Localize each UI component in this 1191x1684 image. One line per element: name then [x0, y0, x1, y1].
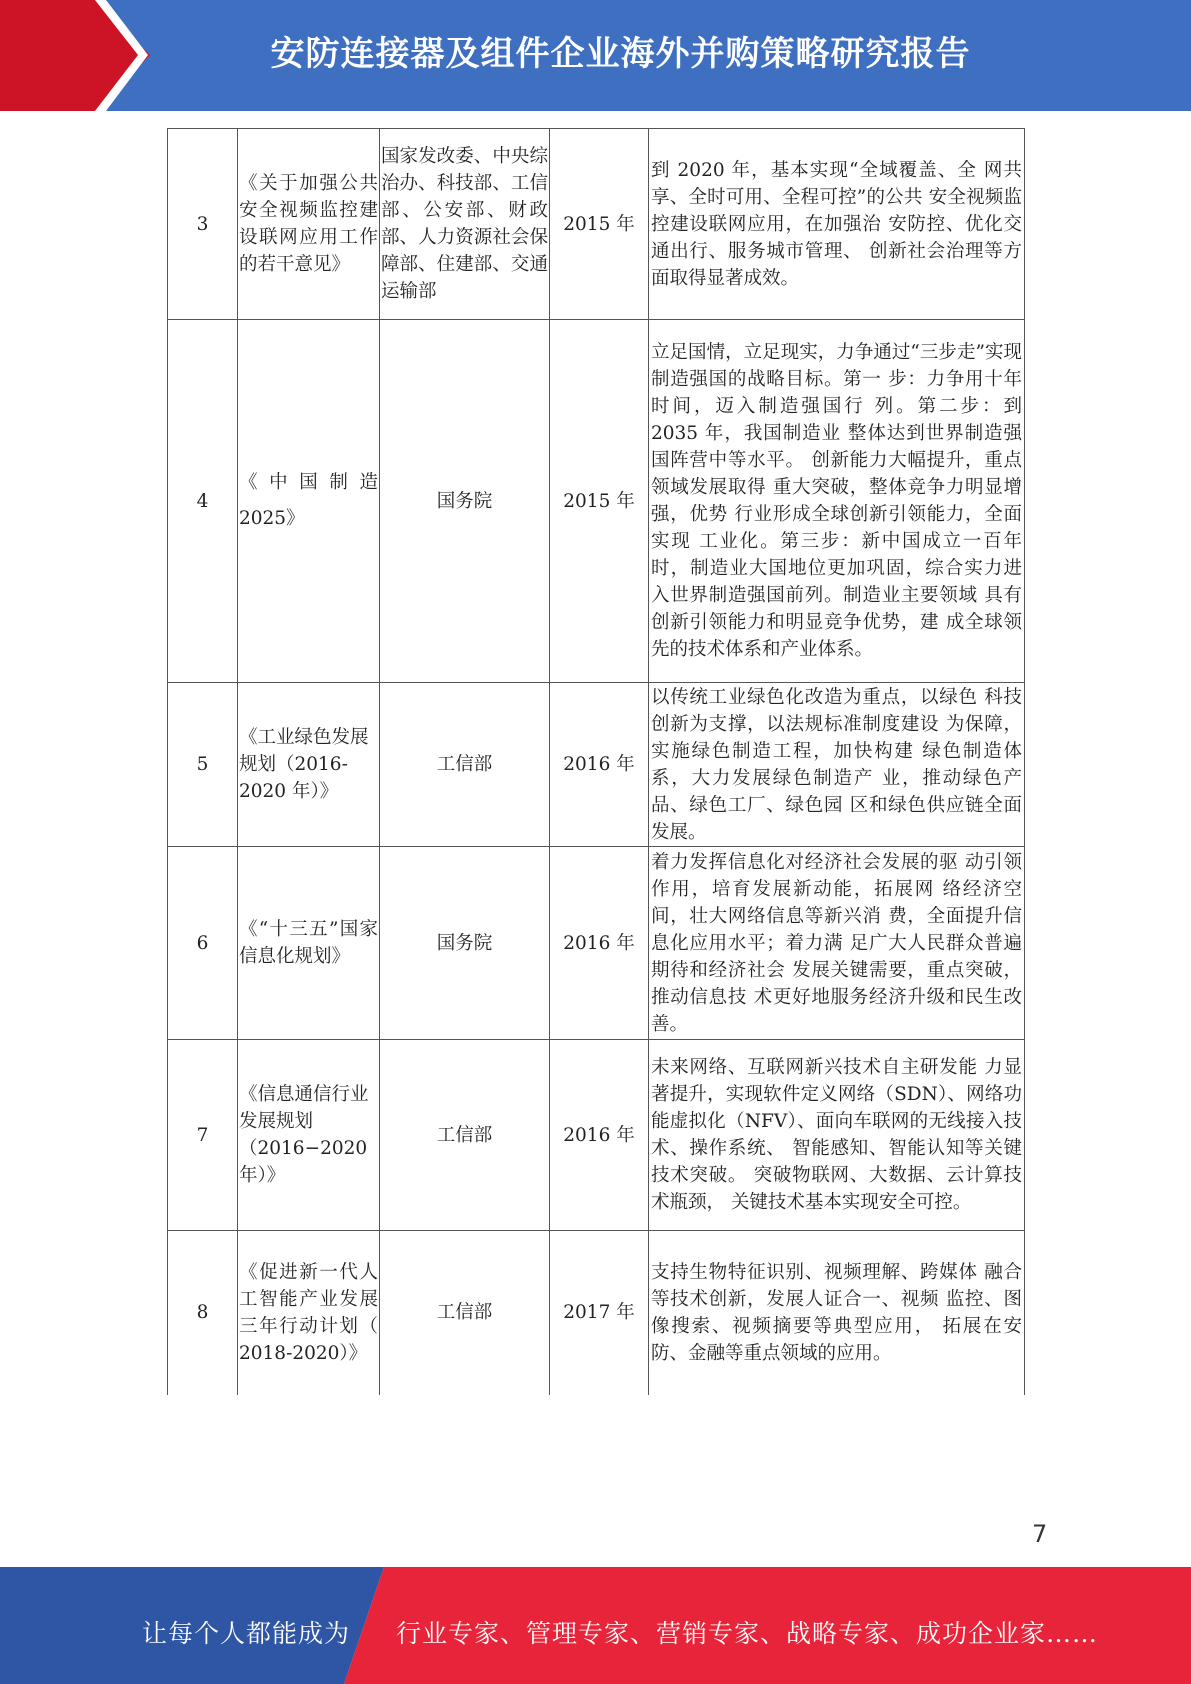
policy-content: 未来网络、互联网新兴技术自主研发能 力显著提升，实现软件定义网络（SDN）、网络功能虚拟化（NFV）、面向车联网的无线接入技术、操作系统、 智能感知、智能认知等关键技术突破。 突破物联网、大数据、云计算技术瓶颈， 关键技术基本实现安全可控。: [649, 1040, 1025, 1231]
policy-table: [167, 128, 1025, 1395]
policy-name: 《促进新一代人工智能产业发展三年行动计划（ 2018-2020）》: [238, 1231, 380, 1395]
row-number: 8: [168, 1231, 238, 1395]
header-red-arrow: [0, 0, 150, 111]
row-number: 3: [168, 129, 238, 320]
report-title: 安防连接器及组件企业海外并购策略研究报告: [270, 34, 971, 74]
policy-content: 支持生物特征识别、视频理解、跨媒体 融合等技术创新，发展人证合一、视频 监控、图像搜索、视频摘要等典型应用， 拓展在安防、金融等重点领域的应用。: [649, 1231, 1025, 1395]
issuing-org: 工信部: [380, 683, 550, 847]
issue-year: 2015 年: [550, 129, 649, 320]
issue-year: 2016 年: [550, 1040, 649, 1231]
footer-slogan-left: 让每个人都能成为: [142, 1619, 351, 1648]
table-row: [168, 129, 1025, 320]
policy-content: 着力发挥信息化对经济社会发展的驱 动引领作用，培育发展新动能，拓展网 络经济空间，壮大网络信息等新兴消 费，全面提升信息化应用水平；着力满 足广大人民群众普遍期待和经济社会 发展关键需要，重点突破，推动信息技 术更好地服务经济升级和民生改善。: [649, 847, 1025, 1040]
row-number: 6: [168, 847, 238, 1040]
issuing-org: 工信部: [380, 1040, 550, 1231]
policy-name: 《“十三五”国家信息化规划》: [238, 847, 380, 1040]
row-number: 4: [168, 320, 238, 683]
table-row: [168, 683, 1025, 847]
table-row: [168, 1040, 1025, 1231]
row-number: 5: [168, 683, 238, 847]
table-row: [168, 1231, 1025, 1395]
policy-name: 《工业绿色发展规划（2016-2020 年）》: [238, 683, 380, 847]
policy-content: 到 2020 年，基本实现“全域覆盖、全 网共享、全时可用、全程可控”的公共 安全视频监控建设联网应用，在加强治 安防控、优化交通出行、服务城市管理、 创新社会治理等方面取得显著成效。: [649, 129, 1025, 320]
issuing-org: 国家发改委、中央综治办、科技部、工信部、公安部、财政部、人力资源社会保障部、住建部、交通运输部: [380, 129, 550, 320]
issue-year: 2016 年: [550, 683, 649, 847]
row-number: 7: [168, 1040, 238, 1231]
policy-name: 《信息通信行业发展规划（2016−2020 年）》: [238, 1040, 380, 1231]
issue-year: 2017 年: [550, 1231, 649, 1395]
issuing-org: 工信部: [380, 1231, 550, 1395]
policy-content: 以传统工业绿色化改造为重点，以绿色 科技创新为支撑，以法规标准制度建设 为保障，实施绿色制造工程，加快构建 绿色制造体系，大力发展绿色制造产 业，推动绿色产品、绿色工厂、绿色园 区和绿色供应链全面发展。: [649, 683, 1025, 847]
policy-content: 立足国情，立足现实，力争通过“三步走”实现制造强国的战略目标。第一 步：力争用十年时间，迈入制造强国行 列。第二步：到 2035 年，我国制造业 整体达到世界制造强国阵营中等水平。 创新能力大幅提升，重点领域发展取得 重大突破，整体竞争力明显增强，优势 行业形成全球创新引领能力，全面实现 工业化。第三步：新中国成立一百年时，制造业大国地位更加巩固，综合实力进 入世界制造强国前列。制造业主要领域 具有创新引领能力和明显竞争优势，建 成全球领先的技术体系和产业体系。: [649, 320, 1025, 683]
issue-year: 2016 年: [550, 847, 649, 1040]
issue-year: 2015 年: [550, 320, 649, 683]
footer-slogan-right: 行业专家、管理专家、营销专家、战略专家、成功企业家……: [396, 1619, 1099, 1648]
table-row: [168, 847, 1025, 1040]
policy-name: 《关于加强公共安全视频监控建设联网应用工作的若干意见》: [238, 129, 380, 320]
policy-name: 《中国制造 2025》: [238, 320, 380, 683]
page-number: 7: [1032, 1520, 1048, 1548]
issuing-org: 国务院: [380, 847, 550, 1040]
page-header: [0, 0, 1191, 111]
table-row: [168, 320, 1025, 683]
issuing-org: 国务院: [380, 320, 550, 683]
